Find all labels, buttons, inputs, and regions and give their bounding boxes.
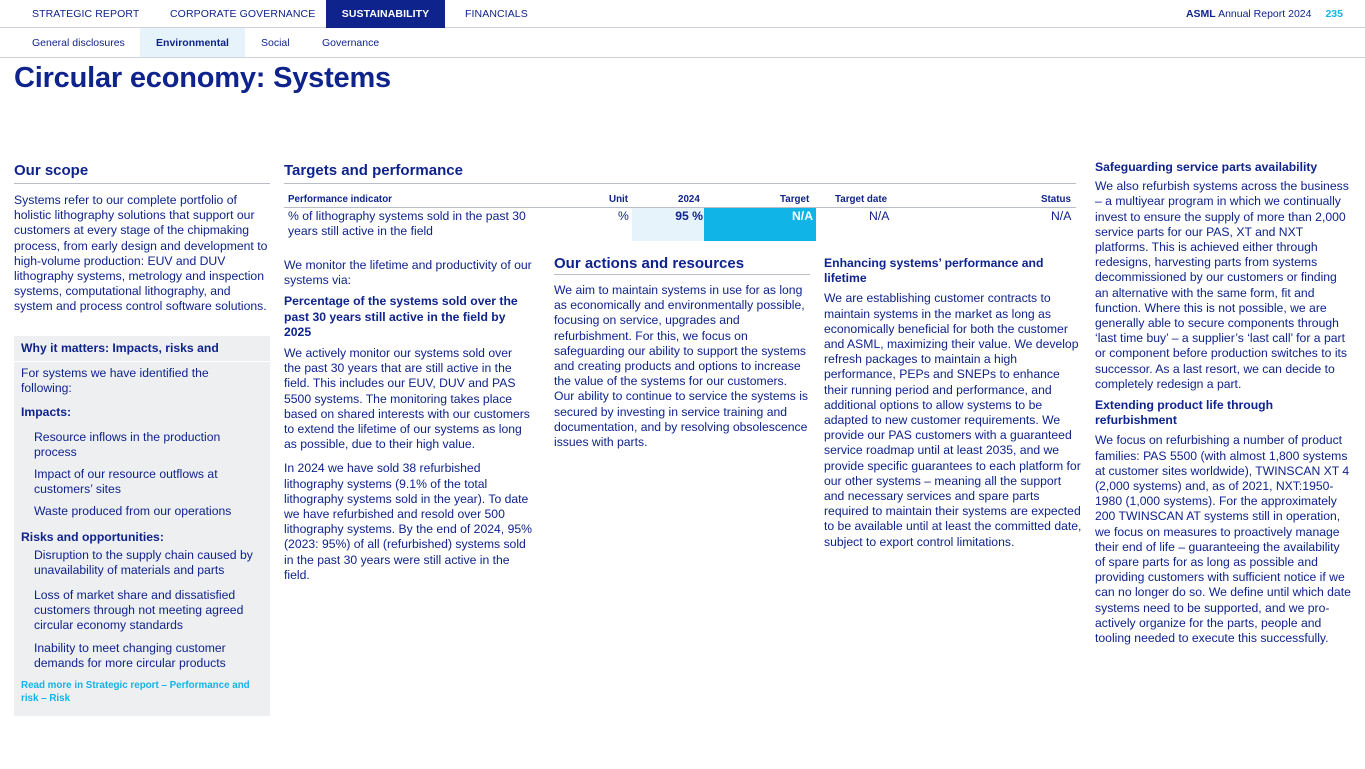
safeguarding-text: We also refurbish systems across the business – a multiyear program in which we continually invest to ensure the supply of more than 2,000 service parts for our PAS, XT and NXT platforms. This is achieved either through redesigns, harvesting parts from systems decommissioned by our customers or finding an alternative with the same form, fit and function. Where this is not possible, we are generally able to secure components through ‘last time buy’ – a supplier’s ‘last call’ for a part or component before production switches to its successor. As a last resort, we can decide to completely redesign a part. (1095, 179, 1349, 391)
scope-heading: Our scope (14, 162, 270, 184)
page-number: 235 (1325, 8, 1343, 20)
scope-text: Systems refer to our complete portfolio of holistic lithography solutions that support our customers at every stage of the chipmaking process, from early design and development to high-volume production: EUV and DUV lithography systems, metrology and inspection systems, computational lithography, and system and process control software solutions. (14, 193, 268, 314)
monitor-intro: We monitor the lifetime and productivity of our systems via: (284, 258, 532, 288)
tab-sustainability[interactable]: SUSTAINABILITY (326, 0, 445, 28)
actions-heading: Our actions and resources (554, 255, 810, 275)
top-navigation (0, 0, 1365, 28)
enhancing-text: We are establishing customer contracts to maintain systems in the market as long as economically beneficial for both the customer and ASML, maximizing their value. We develop refresh packages to maintain a high performance, PEPs and SNEPs to enhance their running period and performance, and additional options to allow systems to be adapted to new customer requirements. We provide our PAS customers with a guaranteed service roadmap until at least 2035, and we provide specific guarantees to each platform for our other systems – meaning all the support and necessary services and spare parts required to maintain their systems are expected to be available until at least the committed date, subject to export control limitations. (824, 291, 1082, 549)
extending-text: We focus on refurbishing a number of product families: PAS 5500 (with almost 1,800 systems at customer sites worldwide), TWINSCAN XT 4 (2,000 systems) and, as of 2021, NXT:1950-1980 (1,000 systems). For the approximately 200 TWINSCAN AT systems still in operation, we focus on measures to proactively manage their end of life – guaranteeing the availability of spare parts for as long as possible and providing customers with sufficient notice if we can no longer do so. We define until which date systems need to be supported, and we pro-actively organize for the parts, people and tooling needed to execute this successfully. (1095, 433, 1351, 646)
impact-item: Resource inflows in the production process (34, 430, 221, 460)
monitor-subheading: Percentage of the systems sold over the past 30 years still active in the field by 2025 (284, 294, 518, 339)
impacts-label: Impacts: (21, 405, 72, 419)
box-intro: For systems we have identified the following: (21, 366, 209, 396)
targets-heading: Targets and performance (284, 162, 1076, 184)
risks-label: Risks and opportunities: (21, 530, 164, 544)
box-divider (14, 361, 270, 362)
table-cell-status: N/A (1051, 209, 1072, 223)
enhancing-section (824, 256, 1084, 550)
read-more-link[interactable]: Read more in Strategic report – Performance and risk – Risk (21, 680, 250, 704)
table-cell-indicator: % of lithography systems sold in the past 30 years still active in the field (288, 209, 526, 239)
risk-item: Inability to meet changing customer demands for more circular products (34, 641, 226, 671)
impact-item: Impact of our resource outflows at customers’ sites (34, 467, 218, 497)
col-status: Status (1041, 194, 1071, 205)
tab-corporate-governance[interactable]: CORPORATE GOVERNANCE (170, 8, 316, 20)
col-performance-indicator: Performance indicator (288, 194, 392, 205)
extending-heading: Extending product life through refurbishment (1095, 398, 1274, 428)
subtab-environmental[interactable]: Environmental (140, 28, 245, 57)
actions-text: We aim to maintain systems in use for as long as economically and environmentally possible, focusing on service, upgrades and refurbishment. For this, we focus on safeguarding our ability to support the systems and creating products and options to increase the value of the systems for our customers. Our ability to continue to service the systems is secured by investing in service training and documentation, and by resolving obsolescence issues with parts. (554, 283, 809, 450)
col-unit: Unit (609, 194, 629, 205)
safeguarding-heading: Safeguarding service parts availability (1095, 160, 1318, 174)
col-target: Target (780, 194, 810, 205)
subtab-social[interactable]: Social (261, 37, 290, 49)
monitor-paragraph: In 2024 we have sold 38 refurbished lithography systems (9.1% of the total lithography systems sold in the year). To date we have refurbished and resold over 500 lithography systems. By the end of 2024, 95% (2023: 95%) of all (refurbished) systems sold in the past 30 years were still active in the field. (284, 461, 532, 582)
actions-section (554, 255, 810, 450)
subtab-governance[interactable]: Governance (322, 37, 380, 49)
monitor-paragraph: We actively monitor our systems sold over the past 30 years that are still active in the field. This includes our EUV, DUV and PAS 5500 systems. The monitoring takes place based on shared interests with our customers to extend the lifetime of our systems as long as possible, due to their high value. (284, 346, 530, 452)
enhancing-heading: Enhancing systems’ performance and lifetime (824, 256, 1044, 286)
scope-section (14, 162, 270, 315)
targets-heading-wrap (284, 162, 1076, 184)
sub-navigation (0, 28, 1365, 58)
monitor-section (284, 258, 532, 583)
tab-strategic-report[interactable]: STRATEGIC REPORT (32, 8, 140, 20)
tab-financials[interactable]: FINANCIALS (465, 8, 528, 20)
table-cell-2024: 95 % (675, 209, 703, 223)
table-cell-target: N/A (792, 209, 813, 223)
report-name: Annual Report 2024 (1218, 8, 1312, 20)
impact-item: Waste produced from our operations (34, 504, 232, 518)
subtab-general-disclosures[interactable]: General disclosures (32, 37, 125, 49)
safeguarding-section (1095, 160, 1353, 646)
brand-name: ASML (1185, 8, 1216, 20)
report-header (1186, 0, 1343, 28)
why-it-matters-box (14, 336, 270, 716)
table-cell-unit: % (618, 209, 629, 223)
risk-item: Disruption to the supply chain caused by unavailability of materials and parts (34, 548, 253, 578)
col-2024: 2024 (678, 194, 700, 205)
risk-item: Loss of market share and dissatisfied customers through not meeting agreed circular economy standards (34, 588, 244, 633)
why-it-matters-heading: Why it matters: Impacts, risks and (21, 341, 219, 355)
page-title: Circular economy: Systems (14, 62, 391, 94)
col-target-date: Target date (835, 194, 888, 205)
table-cell-target-date: N/A (869, 209, 890, 223)
